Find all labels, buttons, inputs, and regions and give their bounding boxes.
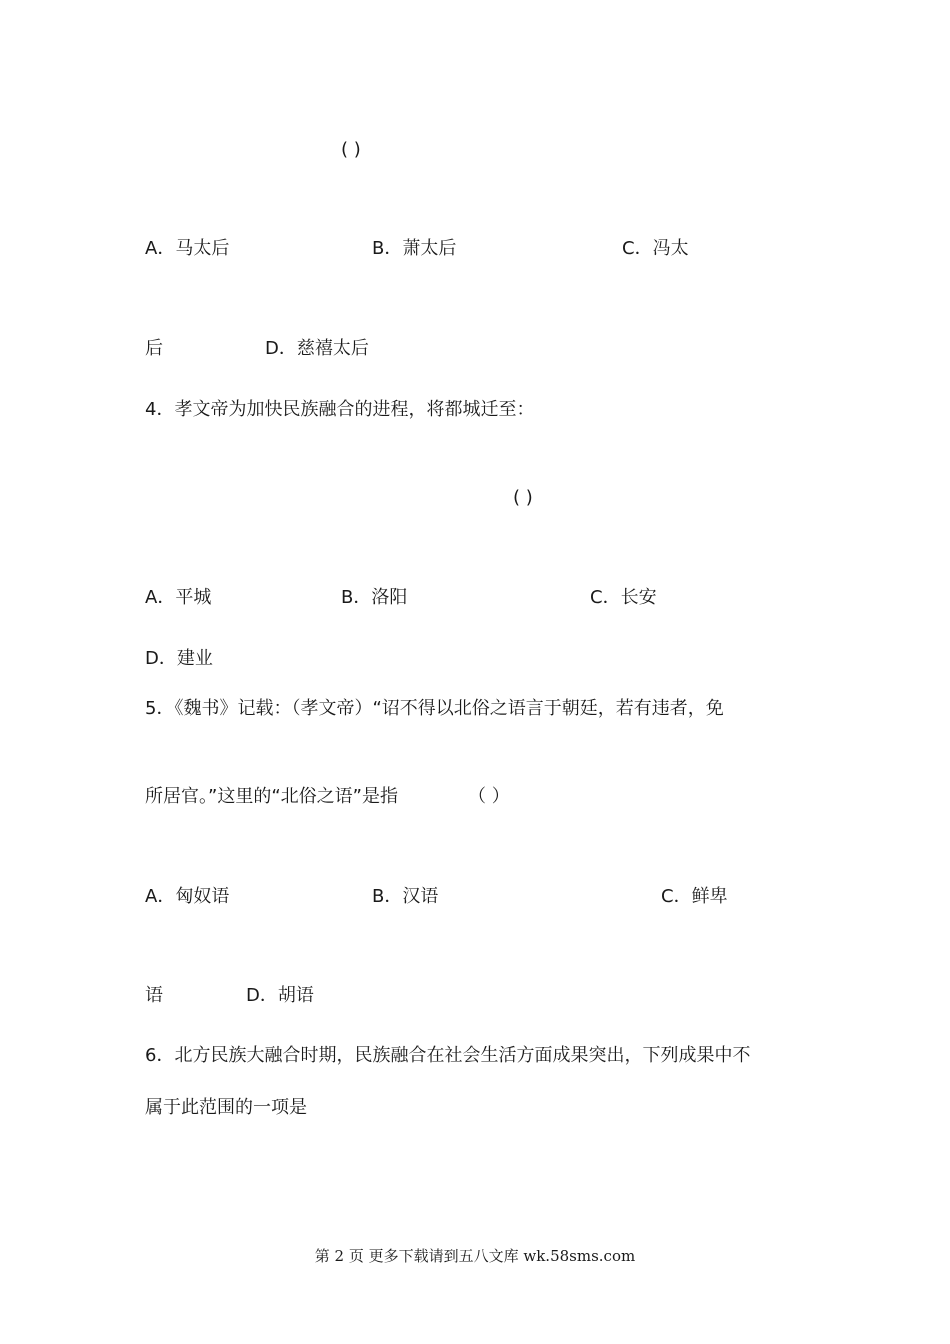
q3-option-b: B．萧太后 bbox=[372, 238, 457, 259]
q5-stem-line2: 所居官。”这里的“北俗之语”是指 bbox=[145, 786, 398, 807]
q6-stem-line1: 6．北方民族大融合时期，民族融合在社会生活方面成果突出，下列成果中不 bbox=[145, 1045, 751, 1066]
q4-option-d: D．建业 bbox=[145, 648, 213, 669]
q3-option-c-continuation: 后 bbox=[145, 338, 163, 359]
q5-option-a: A．匈奴语 bbox=[145, 886, 230, 907]
q4-option-b: B．洛阳 bbox=[341, 587, 408, 608]
q4-option-a: A．平城 bbox=[145, 587, 212, 608]
page-footer: 第 2 页 更多下载请到五八文库 wk.58sms.com bbox=[314, 1247, 636, 1265]
q3-option-c: C．冯太 bbox=[622, 238, 689, 259]
q3-answer-paren: ( ) bbox=[341, 139, 361, 160]
q4-option-c: C．长安 bbox=[590, 587, 657, 608]
q4-answer-paren: ( ) bbox=[513, 487, 533, 508]
q5-option-d: D．胡语 bbox=[246, 985, 314, 1006]
q3-option-a: A．马太后 bbox=[145, 238, 230, 259]
q4-stem: 4．孝文帝为加快民族融合的进程，将都城迁至： bbox=[145, 399, 535, 420]
q5-answer-paren: （ ） bbox=[468, 786, 510, 807]
q5-option-c: C．鲜卑 bbox=[661, 886, 728, 907]
q5-option-b: B．汉语 bbox=[372, 886, 439, 907]
q6-stem-line2: 属于此范围的一项是 bbox=[145, 1097, 307, 1118]
q5-option-c-continuation: 语 bbox=[145, 985, 163, 1006]
q5-stem-line1: 5．《魏书》记载：（孝文帝）“诏不得以北俗之语言于朝廷，若有违者，免 bbox=[145, 698, 724, 719]
q3-option-d: D．慈禧太后 bbox=[265, 338, 369, 359]
